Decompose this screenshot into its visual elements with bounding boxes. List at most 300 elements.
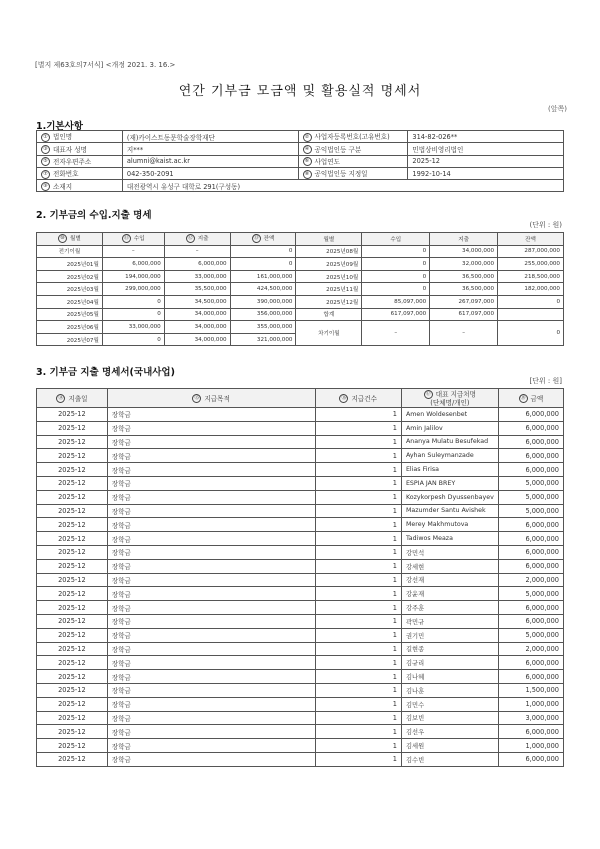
count-cell-text: 1 xyxy=(392,631,397,640)
balance-cell xyxy=(230,333,296,346)
purpose-cell-text: 장학금 xyxy=(111,632,131,641)
item-number-badge: ② xyxy=(303,133,312,142)
purpose-cell-text: 장학금 xyxy=(111,563,131,572)
month-row xyxy=(37,245,564,258)
header-recipient xyxy=(401,389,498,408)
count-cell-text: 1 xyxy=(392,493,397,502)
balance-cell xyxy=(498,308,564,321)
month-cell-text: 전기이월 xyxy=(58,249,81,256)
amount-cell xyxy=(498,518,563,532)
count-cell-text: 1 xyxy=(392,644,397,653)
income-cell xyxy=(102,308,164,321)
balance-cell xyxy=(230,295,296,308)
expense-cell-text: 34,000,000 xyxy=(194,323,227,330)
month-cell-text: 2025년07월 xyxy=(66,337,99,344)
purpose-cell-text: 장학금 xyxy=(111,535,131,544)
amount-cell xyxy=(498,449,563,463)
income-cell-text: 299,000,000 xyxy=(125,286,161,293)
header-month-2 xyxy=(296,233,362,246)
purpose-cell-text: 장학금 xyxy=(111,701,131,710)
balance-cell xyxy=(230,270,296,283)
amount-cell-text: 6,000,000 xyxy=(525,410,559,419)
date-cell xyxy=(37,614,108,628)
income-cell xyxy=(102,270,164,283)
count-cell xyxy=(315,614,401,628)
recipient-cell-text: 강윤재 xyxy=(405,591,425,599)
purpose-cell-text: 장학금 xyxy=(111,590,131,599)
date-cell-text: 2025-12 xyxy=(58,534,86,543)
date-cell-text: 2025-12 xyxy=(58,479,86,488)
purpose-cell-text: 장학금 xyxy=(111,756,131,765)
purpose-cell-text: 장학금 xyxy=(111,452,131,461)
info-label-text: 법인명 xyxy=(53,133,73,142)
amount-cell-text: 6,000,000 xyxy=(525,727,559,736)
purpose-cell xyxy=(107,518,315,532)
date-cell-text: 2025-12 xyxy=(58,451,86,460)
section2-unit: (단위 : 원) xyxy=(529,221,562,229)
amount-cell-text: 1,500,000 xyxy=(525,686,559,695)
item-number-badge: ⑱ xyxy=(520,395,526,402)
expense-cell xyxy=(164,270,230,283)
count-cell xyxy=(315,601,401,615)
income-cell xyxy=(102,245,164,258)
info-label xyxy=(298,155,408,167)
purpose-cell xyxy=(107,435,315,449)
income-cell xyxy=(102,321,164,334)
info-value xyxy=(122,131,298,143)
count-cell-text: 1 xyxy=(392,424,397,433)
recipient-cell-text: Merey Makhmutova xyxy=(405,521,469,529)
month-cell xyxy=(37,308,103,321)
expense-row xyxy=(37,559,564,573)
header-expense-2-text: 지출 xyxy=(458,236,470,243)
recipient-cell-text: Tadiwos Meaza xyxy=(405,535,453,543)
basic-info-table xyxy=(36,130,564,192)
date-cell-text: 2025-12 xyxy=(58,562,86,571)
recipient-cell xyxy=(401,683,498,697)
header-recipient-text: 대표 지급처명 xyxy=(435,390,477,398)
recipient-cell xyxy=(401,628,498,642)
info-label-text: 사업연도 xyxy=(314,157,340,166)
month-cell xyxy=(37,295,103,308)
info-label xyxy=(298,131,408,143)
info-value-text: 지*** xyxy=(126,145,144,154)
expense-cell xyxy=(164,258,230,271)
info-value xyxy=(408,143,564,155)
date-cell xyxy=(37,449,108,463)
amount-cell xyxy=(498,435,563,449)
month-cell xyxy=(296,270,362,283)
income-cell-text: 6,000,000 xyxy=(132,260,161,267)
expense-cell-text: 36,500,000 xyxy=(462,273,495,280)
balance-cell-text: 0 xyxy=(556,298,560,305)
count-cell xyxy=(315,532,401,546)
purpose-cell-text: 장학금 xyxy=(111,549,131,558)
expense-row xyxy=(37,752,564,766)
amount-cell-text: 6,000,000 xyxy=(525,451,559,460)
balance-cell xyxy=(230,258,296,271)
expense-cell-text: 267,097,000 xyxy=(458,298,495,305)
count-cell xyxy=(315,656,401,670)
purpose-cell-text: 장학금 xyxy=(111,604,131,613)
income-cell-text: 617,097,000 xyxy=(390,311,427,318)
recipient-cell xyxy=(401,518,498,532)
count-cell-text: 1 xyxy=(392,520,397,529)
purpose-cell-text: 장학금 xyxy=(111,673,131,682)
date-cell xyxy=(37,545,108,559)
recipient-cell-text: 김보빈 xyxy=(405,715,425,723)
expense-cell-text: 34,500,000 xyxy=(194,298,227,305)
info-row xyxy=(37,167,564,179)
amount-cell xyxy=(498,752,563,766)
balance-cell-text: 218,500,000 xyxy=(524,273,560,280)
amount-cell xyxy=(498,739,563,753)
date-cell xyxy=(37,435,108,449)
info-value xyxy=(408,155,564,167)
purpose-cell-text: 장학금 xyxy=(111,687,131,696)
recipient-cell xyxy=(401,711,498,725)
amount-cell-text: 3,000,000 xyxy=(525,713,559,722)
info-label-text: 사업자등록번호(고유번호) xyxy=(314,133,390,142)
month-cell-text: 2025년12월 xyxy=(326,299,359,306)
info-value xyxy=(408,131,564,143)
date-cell xyxy=(37,697,108,711)
document-title: 연간 기부금 모금액 및 활용실적 명세서 xyxy=(178,84,422,99)
recipient-cell-text: 강민석 xyxy=(405,549,425,557)
recipient-cell-text: Ayhan Suleymanzade xyxy=(405,452,474,460)
balance-cell xyxy=(498,283,564,296)
purpose-cell xyxy=(107,670,315,684)
date-cell-text: 2025-12 xyxy=(58,437,86,446)
balance-cell xyxy=(498,270,564,283)
expense-row xyxy=(37,532,564,546)
date-cell-text: 2025-12 xyxy=(58,493,86,502)
expense-row xyxy=(37,408,564,422)
recipient-cell-text: 강선재 xyxy=(405,577,425,585)
income-cell-text: – xyxy=(131,248,135,255)
recipient-cell xyxy=(401,587,498,601)
info-label xyxy=(298,143,408,155)
purpose-cell xyxy=(107,532,315,546)
income-cell-text: 0 xyxy=(422,273,427,280)
purpose-cell xyxy=(107,683,315,697)
expense-row xyxy=(37,656,564,670)
month-cell-text: 2025년11월 xyxy=(326,287,359,294)
carry-balance xyxy=(498,321,564,346)
recipient-cell xyxy=(401,463,498,477)
month-cell-text: 2025년09월 xyxy=(326,261,359,268)
count-cell-text: 1 xyxy=(392,410,397,419)
month-cell xyxy=(37,321,103,334)
amount-cell-text: 5,000,000 xyxy=(525,506,559,515)
amount-cell-text: 5,000,000 xyxy=(525,493,559,502)
info-value-text: 민법상비영리법인 xyxy=(412,145,464,154)
month-cell xyxy=(296,308,362,321)
address-label-text: 소재지 xyxy=(53,182,73,191)
amount-cell-text: 2,000,000 xyxy=(525,575,559,584)
count-cell xyxy=(315,573,401,587)
date-cell-text: 2025-12 xyxy=(58,700,86,709)
income-cell xyxy=(362,258,430,271)
item-number-badge: ⑩ xyxy=(58,234,67,243)
expense-row xyxy=(37,628,564,642)
item-number-badge: ⑪ xyxy=(123,235,129,242)
expense-cell xyxy=(164,295,230,308)
info-value-text: 042-350-2091 xyxy=(126,169,174,178)
count-cell-text: 1 xyxy=(392,589,397,598)
expense-cell xyxy=(430,245,498,258)
date-cell xyxy=(37,490,108,504)
balance-cell-text: 255,000,000 xyxy=(524,260,560,267)
income-cell-text: 194,000,000 xyxy=(125,273,161,280)
date-cell xyxy=(37,421,108,435)
count-cell-text: 1 xyxy=(392,755,397,764)
expense-row xyxy=(37,711,564,725)
balance-cell xyxy=(230,308,296,321)
count-cell-text: 1 xyxy=(392,465,397,474)
carry-income-text: – xyxy=(394,330,398,337)
purpose-cell-text: 장학금 xyxy=(111,714,131,723)
header-purpose xyxy=(107,389,315,408)
purpose-cell xyxy=(107,421,315,435)
balance-cell-text: 356,000,000 xyxy=(256,311,293,318)
info-value-text: 2025-12 xyxy=(412,157,440,166)
month-cell-text: 2025년03월 xyxy=(66,287,99,294)
balance-cell-text: 287,000,000 xyxy=(524,248,560,255)
count-cell xyxy=(315,421,401,435)
info-value xyxy=(122,167,298,179)
expense-cell xyxy=(164,321,230,334)
item-number-badge: ⑦ xyxy=(41,170,50,179)
amount-cell xyxy=(498,504,563,518)
header-recipient-sub: (단체명/개인) xyxy=(430,398,470,407)
purpose-cell-text: 장학금 xyxy=(111,659,131,668)
header-amount xyxy=(498,389,563,408)
info-value xyxy=(408,167,564,179)
date-cell-text: 2025-12 xyxy=(58,658,86,667)
amount-cell-text: 6,000,000 xyxy=(525,534,559,543)
count-cell xyxy=(315,752,401,766)
balance-cell-text: 0 xyxy=(288,248,293,255)
amount-cell-text: 6,000,000 xyxy=(525,658,559,667)
info-label-text: 공익법인등 구분 xyxy=(314,145,362,154)
count-cell-text: 1 xyxy=(392,700,397,709)
amount-cell xyxy=(498,463,563,477)
purpose-cell-text: 장학금 xyxy=(111,521,131,530)
recipient-cell-text: 김규리 xyxy=(405,660,425,668)
expense-row xyxy=(37,463,564,477)
count-cell-text: 1 xyxy=(392,506,397,515)
expense-cell xyxy=(164,308,230,321)
purpose-cell-text: 장학금 xyxy=(111,742,131,751)
recipient-cell-text: 길현종 xyxy=(405,646,425,654)
amount-cell xyxy=(498,573,563,587)
info-label-text: 전화번호 xyxy=(53,170,79,179)
date-cell xyxy=(37,711,108,725)
purpose-cell-text: 장학금 xyxy=(111,425,131,434)
count-cell xyxy=(315,739,401,753)
info-row xyxy=(37,155,564,167)
date-cell-text: 2025-12 xyxy=(58,506,86,515)
info-value-text: alumni@kaist.ac.kr xyxy=(126,157,190,166)
income-cell-text: 0 xyxy=(422,260,427,267)
recipient-cell xyxy=(401,752,498,766)
carry-expense-text: – xyxy=(462,330,466,337)
purpose-cell xyxy=(107,642,315,656)
count-cell-text: 1 xyxy=(392,727,397,736)
date-cell xyxy=(37,601,108,615)
header-count xyxy=(315,389,401,408)
date-cell xyxy=(37,739,108,753)
header-month-2-text: 월별 xyxy=(323,236,335,243)
recipient-cell-text: 김나혜 xyxy=(405,674,425,682)
income-cell xyxy=(102,295,164,308)
expense-cell-text: 6,000,000 xyxy=(198,260,227,267)
item-number-badge: ① xyxy=(41,133,50,142)
item-number-badge: ⑯ xyxy=(341,395,347,402)
info-label-text: 공익법인등 지정일 xyxy=(314,170,368,179)
amount-cell-text: 1,000,000 xyxy=(525,741,559,750)
amount-cell xyxy=(498,670,563,684)
header-balance-2-text: 잔액 xyxy=(525,236,536,243)
date-cell xyxy=(37,752,108,766)
amount-cell-text: 5,000,000 xyxy=(525,589,559,598)
month-cell xyxy=(296,245,362,258)
expense-row xyxy=(37,490,564,504)
item-number-badge: ⑥ xyxy=(303,157,312,166)
month-cell-text: 2025년01월 xyxy=(66,261,99,268)
item-number-badge: ⑰ xyxy=(425,390,431,397)
count-cell xyxy=(315,711,401,725)
section3-heading: 3. 기부금 지출 명세서(국내사업) xyxy=(36,367,175,378)
amount-cell xyxy=(498,601,563,615)
balance-cell xyxy=(498,245,564,258)
expense-row xyxy=(37,642,564,656)
date-cell xyxy=(37,642,108,656)
month-cell xyxy=(296,283,362,296)
recipient-cell-text: Amin Jalilov xyxy=(405,424,443,432)
count-cell xyxy=(315,518,401,532)
purpose-cell xyxy=(107,601,315,615)
carry-income xyxy=(362,321,430,346)
expense-cell-text: 33,000,000 xyxy=(194,273,227,280)
amount-cell-text: 6,000,000 xyxy=(525,548,559,557)
amount-cell xyxy=(498,725,563,739)
expense-cell-text: 36,500,000 xyxy=(462,286,495,293)
info-value-text: 1992-10-14 xyxy=(412,169,451,178)
recipient-cell-text: Amen Woldesenbet xyxy=(405,410,468,418)
recipient-cell xyxy=(401,449,498,463)
purpose-cell xyxy=(107,725,315,739)
purpose-cell-text: 장학금 xyxy=(111,411,131,420)
amount-cell xyxy=(498,408,563,422)
amount-cell xyxy=(498,490,563,504)
expense-cell-text: 34,000,000 xyxy=(462,248,495,255)
purpose-cell-text: 장학금 xyxy=(111,728,131,737)
count-cell xyxy=(315,587,401,601)
date-cell xyxy=(37,476,108,490)
item-number-badge: ⑬ xyxy=(253,235,259,242)
date-cell xyxy=(37,628,108,642)
header-expense-2 xyxy=(430,233,498,246)
count-cell-text: 1 xyxy=(392,603,397,612)
info-label xyxy=(37,167,123,179)
date-cell-text: 2025-12 xyxy=(58,603,86,612)
date-cell-text: 2025-12 xyxy=(58,713,86,722)
balance-cell xyxy=(498,295,564,308)
date-cell-text: 2025-12 xyxy=(58,465,86,474)
count-cell xyxy=(315,670,401,684)
income-cell xyxy=(102,333,164,346)
amount-cell xyxy=(498,476,563,490)
purpose-cell xyxy=(107,739,315,753)
count-cell xyxy=(315,642,401,656)
count-cell-text: 1 xyxy=(392,479,397,488)
amount-cell-text: 1,000,000 xyxy=(525,700,559,709)
date-cell-text: 2025-12 xyxy=(58,617,86,626)
income-header-row xyxy=(37,233,564,246)
amount-cell xyxy=(498,421,563,435)
balance-cell xyxy=(230,283,296,296)
recipient-cell xyxy=(401,725,498,739)
recipient-cell xyxy=(401,697,498,711)
expense-cell xyxy=(430,258,498,271)
month-cell xyxy=(296,295,362,308)
month-cell-text: 합계 xyxy=(323,312,335,319)
expense-cell-text: 35,500,000 xyxy=(194,286,227,293)
header-balance-2 xyxy=(498,233,564,246)
expense-row xyxy=(37,739,564,753)
amount-cell xyxy=(498,697,563,711)
item-number-badge: ③ xyxy=(41,145,50,154)
count-cell-text: 1 xyxy=(392,575,397,584)
recipient-cell-text: 김선우 xyxy=(405,729,425,737)
amount-cell-text: 6,000,000 xyxy=(525,465,559,474)
amount-cell xyxy=(498,656,563,670)
purpose-cell xyxy=(107,504,315,518)
income-cell-text: 0 xyxy=(157,298,161,305)
recipient-cell xyxy=(401,642,498,656)
purpose-cell xyxy=(107,697,315,711)
count-cell-text: 1 xyxy=(392,686,397,695)
header-income-2 xyxy=(362,233,430,246)
info-row xyxy=(37,131,564,143)
section1-heading: 1.기본사항 xyxy=(36,121,83,132)
header-income xyxy=(102,233,164,246)
income-cell xyxy=(362,295,430,308)
purpose-cell-text: 장학금 xyxy=(111,645,131,654)
count-cell xyxy=(315,504,401,518)
date-cell xyxy=(37,725,108,739)
month-row xyxy=(37,270,564,283)
income-cell xyxy=(102,283,164,296)
date-cell xyxy=(37,408,108,422)
info-value-text: (재)카이스트동문학술장학재단 xyxy=(126,133,215,142)
income-cell xyxy=(362,245,430,258)
date-cell xyxy=(37,518,108,532)
balance-cell xyxy=(230,245,296,258)
count-cell-text: 1 xyxy=(392,562,397,571)
recipient-cell xyxy=(401,739,498,753)
month-row xyxy=(37,283,564,296)
header-balance xyxy=(230,233,296,246)
header-month-text: 월별 xyxy=(70,236,81,243)
header-count-text: 지급건수 xyxy=(351,394,377,403)
date-cell-text: 2025-12 xyxy=(58,631,86,640)
amount-cell-text: 6,000,000 xyxy=(525,603,559,612)
date-cell-text: 2025-12 xyxy=(58,548,86,557)
amount-cell-text: 6,000,000 xyxy=(525,672,559,681)
